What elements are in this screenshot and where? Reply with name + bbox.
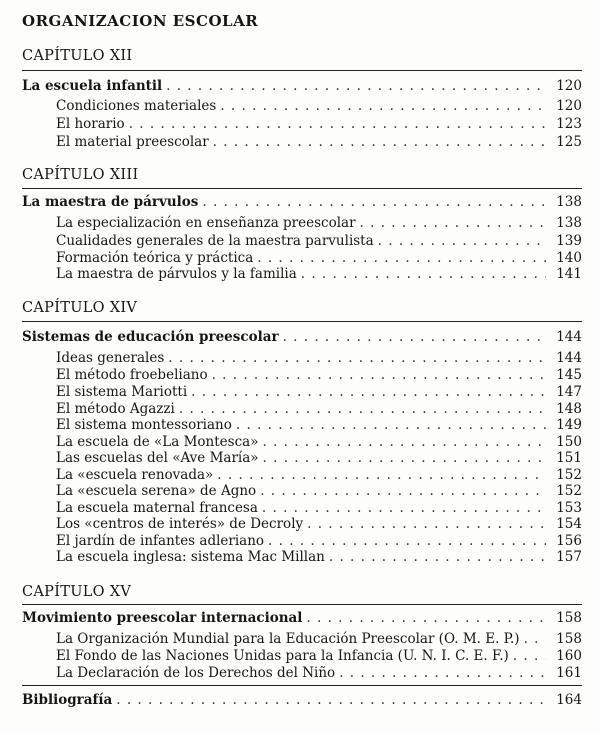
chapter-rule [22,188,582,189]
running-head: ORGANIZACION ESCOLAR [22,12,259,30]
section-title: El horario [56,116,125,132]
section-title: La maestra de párvulos y la familia [56,266,297,282]
dot-leader [301,265,546,283]
dot-leader [263,449,546,467]
dot-leader [191,383,546,401]
page-number: 154 [556,516,582,532]
dot-leader [168,349,546,367]
chapter-label: CAPÍTULO XIII [22,167,139,183]
chapter-rule [22,604,582,605]
bibliography-title: Bibliografía [22,692,113,708]
chapter-rule [22,321,582,322]
section-entry [56,416,582,434]
section-rule [22,685,582,686]
section-title: El sistema montessoriano [56,417,232,433]
chapter-label: CAPÍTULO XII [22,48,133,64]
page-number: 149 [556,417,582,433]
section-entry [56,449,582,467]
page-number: 145 [556,367,582,383]
section-entry [56,548,582,566]
section-entry [56,265,582,283]
dot-leader [306,609,546,627]
section-entry [56,366,582,384]
chapter-entry [22,328,582,346]
page-number: 144 [556,329,582,345]
dot-leader [166,77,546,95]
page-number: 151 [556,450,582,466]
page-number: 138 [556,194,582,210]
dot-leader [283,328,546,346]
dot-leader [378,232,546,250]
section-entry [56,115,582,133]
section-entry [56,383,582,401]
section-title: La «escuela serena» de Agno [56,483,257,499]
chapter-rule [22,70,582,71]
dot-leader [260,482,546,500]
dot-leader [513,647,546,665]
section-entry [56,133,582,151]
section-entry [56,349,582,367]
page-number: 160 [556,648,582,664]
page-number: 157 [556,549,582,565]
section-title: El sistema Mariotti [56,384,188,400]
page-number: 140 [556,250,582,266]
section-title: El jardín de infantes adleriano [56,533,265,549]
section-title: El método Agazzi [56,401,175,417]
chapter-entry [22,77,582,95]
section-entry [56,515,582,533]
section-entry [56,664,582,682]
section-entry [56,232,582,250]
page-number: 158 [556,631,582,647]
page-number: 123 [556,116,582,132]
section-title: La Declaración de los Derechos del Niño [56,665,336,681]
section-title: La escuela de «La Montesca» [56,434,259,450]
section-title: El Fondo de las Naciones Unidas para la Infancia (U. N. I. C. E. F.) [56,648,509,664]
chapter-title: La escuela infantil [22,78,163,94]
section-title: La «escuela renovada» [56,467,214,483]
page-number: 161 [556,665,582,681]
page-number: 138 [556,215,582,231]
section-title: La escuela inglesa: sistema Mac Millan [56,549,325,565]
section-title: El método froebeliano [56,367,208,383]
page-number: 144 [556,350,582,366]
dot-leader [220,97,546,115]
chapter-label: CAPÍTULO XIV [22,300,138,316]
section-title: Condiciones materiales [56,98,217,114]
page-number: 164 [556,692,582,708]
section-title: Cualidades generales de la maestra parvulista [56,233,374,249]
dot-leader [524,630,546,648]
dot-leader [236,416,546,434]
dot-leader [129,115,546,133]
section-title: Las escuelas del «Ave María» [56,450,259,466]
dot-leader [202,193,546,211]
dot-leader [116,691,546,709]
page-number: 152 [556,483,582,499]
dot-leader [329,548,546,566]
dot-leader [213,133,546,151]
section-title: El material preescolar [56,134,209,150]
page-number: 153 [556,500,582,516]
page-number: 120 [556,98,582,114]
page-number: 147 [556,384,582,400]
chapter-title: Sistemas de educación preescolar [22,329,279,345]
section-title: Ideas generales [56,350,165,366]
bibliography-entry [22,691,582,709]
section-title: La Organización Mundial para la Educación Preescolar (O. M. E. P.) [56,631,520,647]
section-title: Los «centros de interés» de Decroly [56,516,304,532]
page-number: 152 [556,467,582,483]
dot-leader [212,366,546,384]
page-number: 156 [556,533,582,549]
section-entry [56,647,582,665]
section-entry [56,630,582,648]
dot-leader [339,664,546,682]
page-number: 120 [556,78,582,94]
section-entry [56,97,582,115]
page-number: 150 [556,434,582,450]
page-number: 148 [556,401,582,417]
dot-leader [360,214,546,232]
chapter-entry [22,193,582,211]
chapter-entry [22,609,582,627]
section-title: Formación teórica y práctica [56,250,254,266]
section-title: La escuela maternal francesa [56,500,258,516]
page-number: 158 [556,610,582,626]
page-number: 125 [556,134,582,150]
dot-leader [307,515,546,533]
page-number: 141 [556,266,582,282]
chapter-title: La maestra de párvulos [22,194,199,210]
chapter-title: Movimiento preescolar internacional [22,610,303,626]
section-title: La especialización en enseñanza preescolar [56,215,356,231]
page-number: 139 [556,233,582,249]
section-entry [56,482,582,500]
section-entry [56,214,582,232]
chapter-label: CAPÍTULO XV [22,584,132,600]
